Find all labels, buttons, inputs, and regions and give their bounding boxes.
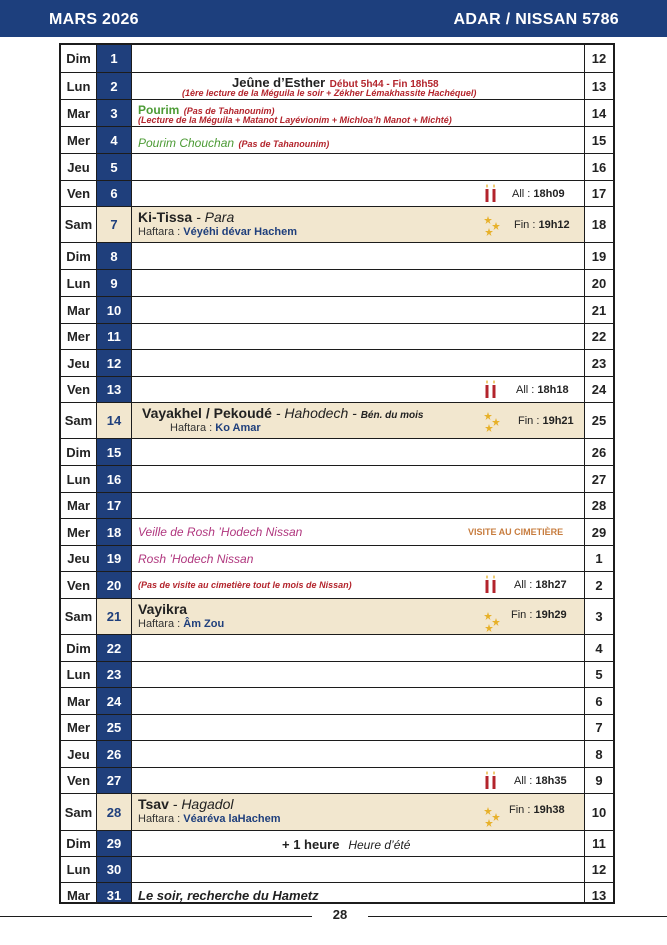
hebrew-day: 27 bbox=[584, 466, 613, 492]
events-cell bbox=[131, 883, 584, 904]
shabbat-row bbox=[61, 793, 613, 830]
events-cell bbox=[131, 100, 584, 126]
day-number: 30 bbox=[97, 857, 131, 882]
time-label: All : bbox=[514, 579, 536, 591]
events-cell bbox=[131, 546, 584, 571]
weekday: Dim bbox=[61, 45, 97, 72]
haftara-label: Haftara : bbox=[170, 422, 216, 434]
event-title: Veille de Rosh ’Hodech Nissan bbox=[138, 525, 303, 539]
time-label: Fin : bbox=[514, 219, 539, 231]
events-cell bbox=[131, 297, 584, 323]
hebrew-day: 3 bbox=[584, 599, 613, 634]
weekday: Ven bbox=[61, 377, 97, 402]
calendar-row bbox=[61, 45, 613, 72]
calendar-row bbox=[61, 99, 613, 126]
time-label: All : bbox=[512, 188, 534, 200]
day-number: 3 bbox=[97, 100, 131, 126]
calendar-row bbox=[61, 323, 613, 349]
calendar-row bbox=[61, 740, 613, 767]
weekday: Lun bbox=[61, 466, 97, 492]
haftara-name: Ko Amar bbox=[215, 422, 261, 434]
weekday: Mer bbox=[61, 324, 97, 349]
day-number: 20 bbox=[97, 572, 131, 598]
weekday: Sam bbox=[61, 403, 97, 438]
shabbat-end-time bbox=[518, 415, 574, 427]
cemetery-note: VISITE AU CIMETIÈRE bbox=[468, 527, 564, 537]
weekday: Mer bbox=[61, 715, 97, 740]
hebrew-day: 19 bbox=[584, 243, 613, 269]
weekday: Mar bbox=[61, 688, 97, 714]
day-number: 29 bbox=[97, 831, 131, 856]
weekday: Jeu bbox=[61, 546, 97, 571]
hebrew-day: 15 bbox=[584, 127, 613, 153]
hebrew-day: 13 bbox=[584, 73, 613, 99]
event-note: (Pas de visite au cimetière tout le mois de Nissan) bbox=[138, 580, 352, 590]
parasha-name: Vayikra bbox=[138, 601, 188, 617]
weekday: Mar bbox=[61, 297, 97, 323]
day-number: 18 bbox=[97, 519, 131, 545]
hebrew-day: 1 bbox=[584, 546, 613, 571]
weekday: Ven bbox=[61, 181, 97, 206]
calendar-table bbox=[59, 43, 615, 904]
havdala-stars-icon bbox=[484, 807, 500, 827]
holiday-note: (Pas de Tahanounim) bbox=[183, 106, 275, 116]
summer-time-note: Heure d’été bbox=[348, 838, 411, 852]
event-title: Rosh ’Hodech Nissan bbox=[138, 552, 254, 566]
hebrew-day: 13 bbox=[584, 883, 613, 904]
day-number: 25 bbox=[97, 715, 131, 740]
shabbat-candles-icon bbox=[484, 575, 498, 593]
footer-rule-left bbox=[0, 916, 312, 917]
time-value: 18h35 bbox=[535, 775, 567, 787]
time-value: 18h18 bbox=[537, 384, 569, 396]
event-title bbox=[138, 134, 329, 152]
weekday: Dim bbox=[61, 243, 97, 269]
shabbat-candles-icon bbox=[484, 380, 498, 398]
hebrew-day: 6 bbox=[584, 688, 613, 714]
weekday: Mar bbox=[61, 493, 97, 518]
weekday: Jeu bbox=[61, 741, 97, 767]
calendar-row bbox=[61, 714, 613, 740]
events-cell bbox=[131, 572, 584, 598]
calendar-row bbox=[61, 545, 613, 571]
time-label: Fin : bbox=[511, 609, 536, 621]
events-cell bbox=[131, 270, 584, 296]
events-cell bbox=[131, 45, 584, 72]
hebrew-day: 25 bbox=[584, 403, 613, 438]
calendar-row bbox=[61, 242, 613, 269]
shabbat-end-time bbox=[509, 804, 565, 816]
candle-lighting-time bbox=[514, 775, 567, 787]
time-value: 18h27 bbox=[535, 579, 567, 591]
fast-times: Début 5h44 - Fin 18h58 bbox=[329, 79, 439, 90]
hebrew-day: 22 bbox=[584, 324, 613, 349]
haftara bbox=[138, 226, 297, 238]
events-cell bbox=[131, 768, 584, 793]
shabbat-row bbox=[61, 402, 613, 438]
day-number: 19 bbox=[97, 546, 131, 571]
events-cell bbox=[131, 831, 584, 856]
haftara bbox=[138, 618, 224, 630]
parasha-extra: - Hagadol bbox=[168, 796, 234, 812]
hebrew-day: 4 bbox=[584, 635, 613, 661]
events-cell bbox=[131, 127, 584, 153]
event-title: Le soir, recherche du Hametz bbox=[138, 888, 319, 903]
weekday: Dim bbox=[61, 439, 97, 465]
time-value: 19h29 bbox=[535, 609, 567, 621]
day-number: 8 bbox=[97, 243, 131, 269]
weekday: Mar bbox=[61, 100, 97, 126]
hebrew-day: 14 bbox=[584, 100, 613, 126]
hebrew-day: 23 bbox=[584, 350, 613, 376]
shabbat-end-time bbox=[514, 219, 570, 231]
day-number: 4 bbox=[97, 127, 131, 153]
parasha-title bbox=[138, 796, 233, 814]
haftara-label: Haftara : bbox=[138, 226, 184, 238]
time-value: 19h21 bbox=[542, 415, 574, 427]
hebrew-month-title: ADAR / NISSAN 5786 bbox=[453, 11, 619, 28]
day-number: 12 bbox=[97, 350, 131, 376]
day-number: 15 bbox=[97, 439, 131, 465]
events-cell bbox=[131, 466, 584, 492]
day-number: 9 bbox=[97, 270, 131, 296]
hebrew-day: 26 bbox=[584, 439, 613, 465]
holiday-note: (Pas de Tahanounim) bbox=[238, 139, 330, 149]
time-label: Fin : bbox=[518, 415, 543, 427]
havdala-stars-icon bbox=[484, 612, 500, 632]
blessing-of-month: Bén. du mois bbox=[360, 410, 424, 421]
shabbat-end-time bbox=[511, 609, 567, 621]
event-note: (Lecture de la Méguila + Matanot Layévionim + Michloa’h Manot + Michté) bbox=[138, 115, 452, 125]
hebrew-day: 24 bbox=[584, 377, 613, 402]
hebrew-day: 21 bbox=[584, 297, 613, 323]
havdala-stars-icon bbox=[484, 216, 500, 236]
events-cell bbox=[131, 324, 584, 349]
event-note: (1ère lecture de la Méguila le soir + Zékher Lémakhassite Hachéquel) bbox=[182, 88, 477, 98]
time-label: All : bbox=[516, 384, 538, 396]
hebrew-day: 12 bbox=[584, 45, 613, 72]
fast-title: Jeûne d’Esther bbox=[232, 75, 326, 90]
day-number: 2 bbox=[97, 73, 131, 99]
weekday: Mer bbox=[61, 127, 97, 153]
parasha-title bbox=[142, 405, 423, 423]
hebrew-day: 16 bbox=[584, 154, 613, 180]
time-value: 19h38 bbox=[533, 804, 565, 816]
events-cell bbox=[131, 635, 584, 661]
shabbat-candles-icon bbox=[484, 771, 498, 789]
hebrew-day: 28 bbox=[584, 493, 613, 518]
day-number: 5 bbox=[97, 154, 131, 180]
header-bar bbox=[0, 0, 667, 37]
haftara-name: Véyéhi dévar Hachem bbox=[183, 226, 297, 238]
weekday: Ven bbox=[61, 572, 97, 598]
events-cell bbox=[131, 599, 584, 634]
hebrew-day: 11 bbox=[584, 831, 613, 856]
events-cell bbox=[131, 794, 584, 830]
day-number: 16 bbox=[97, 466, 131, 492]
calendar-row bbox=[61, 465, 613, 492]
events-cell bbox=[131, 662, 584, 687]
day-number: 14 bbox=[97, 403, 131, 438]
events-cell bbox=[131, 439, 584, 465]
day-number: 31 bbox=[97, 883, 131, 904]
hebrew-day: 9 bbox=[584, 768, 613, 793]
events-cell bbox=[131, 350, 584, 376]
weekday: Jeu bbox=[61, 154, 97, 180]
weekday: Lun bbox=[61, 857, 97, 882]
day-number: 6 bbox=[97, 181, 131, 206]
candle-lighting-time bbox=[514, 579, 567, 591]
hebrew-day: 12 bbox=[584, 857, 613, 882]
calendar-row bbox=[61, 518, 613, 545]
candle-lighting-time bbox=[512, 188, 565, 200]
weekday: Mar bbox=[61, 883, 97, 904]
hebrew-day: 20 bbox=[584, 270, 613, 296]
calendar-row bbox=[61, 830, 613, 856]
events-cell bbox=[131, 154, 584, 180]
hebrew-day: 2 bbox=[584, 572, 613, 598]
calendar-row bbox=[61, 376, 613, 402]
weekday: Dim bbox=[61, 831, 97, 856]
hebrew-day: 29 bbox=[584, 519, 613, 545]
parasha-name: Ki-Tissa bbox=[138, 209, 193, 225]
weekday: Sam bbox=[61, 794, 97, 830]
calendar-row bbox=[61, 72, 613, 99]
shabbat-row bbox=[61, 598, 613, 634]
candle-lighting-time bbox=[516, 384, 569, 396]
events-cell bbox=[131, 73, 584, 99]
calendar-row bbox=[61, 492, 613, 518]
hebrew-day: 18 bbox=[584, 207, 613, 242]
time-label: Fin : bbox=[509, 804, 534, 816]
page-number: 28 bbox=[332, 907, 348, 922]
parasha-name: Tsav bbox=[138, 796, 169, 812]
haftara-label: Haftara : bbox=[138, 618, 184, 630]
day-number: 28 bbox=[97, 794, 131, 830]
weekday: Lun bbox=[61, 662, 97, 687]
haftara-name: Véaréva laHachem bbox=[183, 813, 281, 825]
hebrew-day: 8 bbox=[584, 741, 613, 767]
day-number: 22 bbox=[97, 635, 131, 661]
haftara-label: Haftara : bbox=[138, 813, 184, 825]
weekday: Ven bbox=[61, 768, 97, 793]
calendar-row bbox=[61, 180, 613, 206]
calendar-row bbox=[61, 438, 613, 465]
calendar-row bbox=[61, 634, 613, 661]
day-number: 17 bbox=[97, 493, 131, 518]
calendar-row bbox=[61, 126, 613, 153]
day-number: 10 bbox=[97, 297, 131, 323]
haftara-name: Âm Zou bbox=[183, 618, 225, 630]
events-cell bbox=[131, 688, 584, 714]
month-title: MARS 2026 bbox=[49, 11, 139, 28]
hebrew-day: 5 bbox=[584, 662, 613, 687]
footer-rule-right bbox=[368, 916, 667, 917]
calendar-row bbox=[61, 687, 613, 714]
havdala-stars-icon bbox=[484, 412, 500, 432]
calendar-row bbox=[61, 571, 613, 598]
calendar-row bbox=[61, 296, 613, 323]
events-cell bbox=[131, 715, 584, 740]
day-number: 24 bbox=[97, 688, 131, 714]
day-number: 23 bbox=[97, 662, 131, 687]
hebrew-day: 10 bbox=[584, 794, 613, 830]
day-number: 13 bbox=[97, 377, 131, 402]
time-change: + 1 heure bbox=[282, 837, 340, 852]
day-number: 7 bbox=[97, 207, 131, 242]
hebrew-day: 17 bbox=[584, 181, 613, 206]
weekday: Lun bbox=[61, 270, 97, 296]
parasha-extra: - Hahodech - bbox=[271, 405, 361, 421]
shabbat-row bbox=[61, 206, 613, 242]
haftara bbox=[170, 422, 261, 434]
weekday: Lun bbox=[61, 73, 97, 99]
calendar-row bbox=[61, 269, 613, 296]
weekday: Jeu bbox=[61, 350, 97, 376]
calendar-row bbox=[61, 882, 613, 904]
events-cell bbox=[131, 741, 584, 767]
weekday: Mer bbox=[61, 519, 97, 545]
calendar-row bbox=[61, 349, 613, 376]
weekday: Sam bbox=[61, 599, 97, 634]
events-cell bbox=[131, 377, 584, 402]
time-value: 19h12 bbox=[538, 219, 570, 231]
day-number: 11 bbox=[97, 324, 131, 349]
day-number: 26 bbox=[97, 741, 131, 767]
weekday: Sam bbox=[61, 207, 97, 242]
events-cell bbox=[131, 181, 584, 206]
haftara bbox=[138, 813, 280, 825]
time-label: All : bbox=[514, 775, 536, 787]
weekday: Dim bbox=[61, 635, 97, 661]
day-number: 1 bbox=[97, 45, 131, 72]
shabbat-candles-icon bbox=[484, 184, 498, 202]
events-cell bbox=[131, 207, 584, 242]
events-cell bbox=[131, 857, 584, 882]
day-number: 21 bbox=[97, 599, 131, 634]
events-cell bbox=[131, 519, 584, 545]
parasha-name: Vayakhel / Pekoudé bbox=[142, 405, 272, 421]
parasha-title bbox=[138, 209, 234, 227]
calendar-row bbox=[61, 856, 613, 882]
events-cell bbox=[131, 493, 584, 518]
calendar-row bbox=[61, 767, 613, 793]
event-title bbox=[282, 836, 410, 854]
day-number: 27 bbox=[97, 768, 131, 793]
calendar-row bbox=[61, 153, 613, 180]
events-cell bbox=[131, 403, 584, 438]
calendar-row bbox=[61, 661, 613, 687]
hebrew-day: 7 bbox=[584, 715, 613, 740]
parasha-extra: - Para bbox=[192, 209, 235, 225]
holiday-title: Pourim bbox=[138, 103, 180, 117]
time-value: 18h09 bbox=[533, 188, 565, 200]
holiday-title: Pourim Chouchan bbox=[138, 136, 235, 150]
events-cell bbox=[131, 243, 584, 269]
